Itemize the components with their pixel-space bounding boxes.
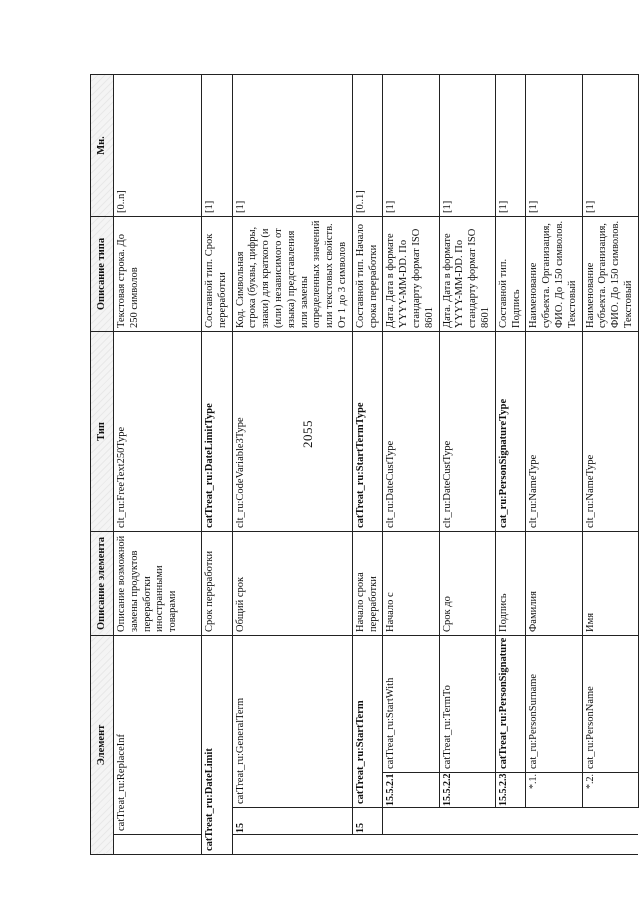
element-desc-cell: Общий срок <box>232 532 352 636</box>
type-cell: catTreat_ru:DateLimitType <box>202 332 233 532</box>
type-desc-cell: Текстовая строка. До 250 символов <box>114 217 202 332</box>
mult-cell: [1] <box>232 75 352 217</box>
row-number-cell: *.1. <box>526 773 582 808</box>
element-desc-cell: Срок до <box>439 532 495 636</box>
table-row <box>352 75 383 855</box>
type-desc-cell: Составной тип. Начало срока переработки <box>352 217 383 332</box>
header-type: Тип <box>91 332 114 532</box>
element-cell: catTreat_ru:GeneralTerm <box>232 636 352 808</box>
element-cell: catTreat_ru:ReplaceInf <box>114 636 202 835</box>
mult-cell: [1] <box>439 75 495 217</box>
type-desc-cell: Код. Символьная строка (буквы, цифры, знаки) для краткого (и (или) независимого от языка) представления или замены определенных значений или текстовых свойств. От 1 до 3 символов <box>232 217 352 332</box>
indent-cell <box>232 835 352 855</box>
type-desc-cell: Дата. Дата в формате YYYY-MM-DD. По стандарту формат ISO 8601 <box>439 217 495 332</box>
type-desc-cell: Составной тип. Срок переработки <box>202 217 233 332</box>
indent-cell <box>582 808 638 835</box>
table-row <box>202 75 233 855</box>
table-row <box>495 75 526 855</box>
table-row <box>232 75 352 855</box>
table-row <box>439 75 495 855</box>
element-desc-cell: Начало с <box>383 532 439 636</box>
header-mult: Мн. <box>91 75 114 217</box>
indent-cell <box>114 835 202 855</box>
indent-cell <box>352 835 383 855</box>
element-cell: catTreat_ru:StartWith <box>383 636 439 773</box>
indent-cell <box>526 808 582 835</box>
indent-cell <box>439 835 495 855</box>
element-cell: catTreat_ru:TermTo <box>439 636 495 773</box>
row-number-cell: 15.5.2.1 <box>383 773 439 808</box>
table-row <box>114 75 202 855</box>
mult-cell: [1] <box>526 75 582 217</box>
element-desc-cell: Описание возможной замены продуктов переработки иностранными товарами <box>114 532 202 636</box>
type-desc-cell: Дата. Дата в формате YYYY-MM-DD. По стандарту формат ISO 8601 <box>383 217 439 332</box>
element-desc-cell: Имя <box>582 532 638 636</box>
type-cell: clt_ru:NameType <box>526 332 582 532</box>
header-type-desc: Описание типа <box>91 217 114 332</box>
type-cell: clt_ru:FreeText250Type <box>114 332 202 532</box>
type-cell: clt_ru:DateCustType <box>439 332 495 532</box>
type-desc-cell: Наименование субъекта. Организация, ФИО. До 150 символов. Текстовый <box>526 217 582 332</box>
type-cell: catTreat_ru:StartTermType <box>352 332 383 532</box>
indent-cell <box>495 808 526 835</box>
header-element: Элемент <box>91 636 114 855</box>
page-number: 2055 <box>300 420 315 448</box>
table-row <box>383 75 439 855</box>
element-cell: cat_ru:PersonName <box>582 636 638 773</box>
element-desc-cell: Срок переработки <box>202 532 233 636</box>
element-cell: catTreat_ru:PersonSignature <box>495 636 526 773</box>
indent-cell <box>383 835 439 855</box>
row-number-cell: 15.5.2.3 <box>495 773 526 808</box>
header-element-desc: Описание элемента <box>91 532 114 636</box>
element-desc-cell: Подпись <box>495 532 526 636</box>
mult-cell: [1] <box>383 75 439 217</box>
row-number-cell: 15 <box>232 808 352 835</box>
table-header-row <box>91 75 114 855</box>
mult-cell: [1] <box>202 75 233 217</box>
mult-cell: [1] <box>582 75 638 217</box>
indent-cell <box>383 808 439 835</box>
indent-cell <box>495 835 526 855</box>
element-cell: catTreat_ru:StartTerm <box>352 636 383 808</box>
rotated-table-container <box>90 75 634 855</box>
mult-cell: [1] <box>495 75 526 217</box>
indent-cell <box>582 835 638 855</box>
type-desc-cell: Составной тип. Подпись <box>495 217 526 332</box>
element-cell: cat_ru:PersonSurname <box>526 636 582 773</box>
mult-cell: [0..n] <box>114 75 202 217</box>
type-cell: clt_ru:NameType <box>582 332 638 532</box>
element-cell: catTreat_ru:DateLimit <box>202 636 233 855</box>
indent-cell <box>439 808 495 835</box>
row-number-cell: 15.5.2.2 <box>439 773 495 808</box>
type-cell: clt_ru:CodeVariable3Type <box>232 332 352 532</box>
table-row <box>526 75 582 855</box>
type-desc-cell: Наименование субъекта. Организация, ФИО. До 150 символов. Текстовый <box>582 217 638 332</box>
type-cell: clt_ru:DateCustType <box>383 332 439 532</box>
table-row <box>582 75 638 855</box>
type-cell: cat_ru:PersonSignatureType <box>495 332 526 532</box>
indent-cell <box>526 835 582 855</box>
element-desc-cell: Фамилия <box>526 532 582 636</box>
row-number-cell: 15 <box>352 808 383 835</box>
element-desc-cell: Начало срока переработки <box>352 532 383 636</box>
row-number-cell: *.2. <box>582 773 638 808</box>
mult-cell: [0..1] <box>352 75 383 217</box>
element-table <box>90 74 639 855</box>
